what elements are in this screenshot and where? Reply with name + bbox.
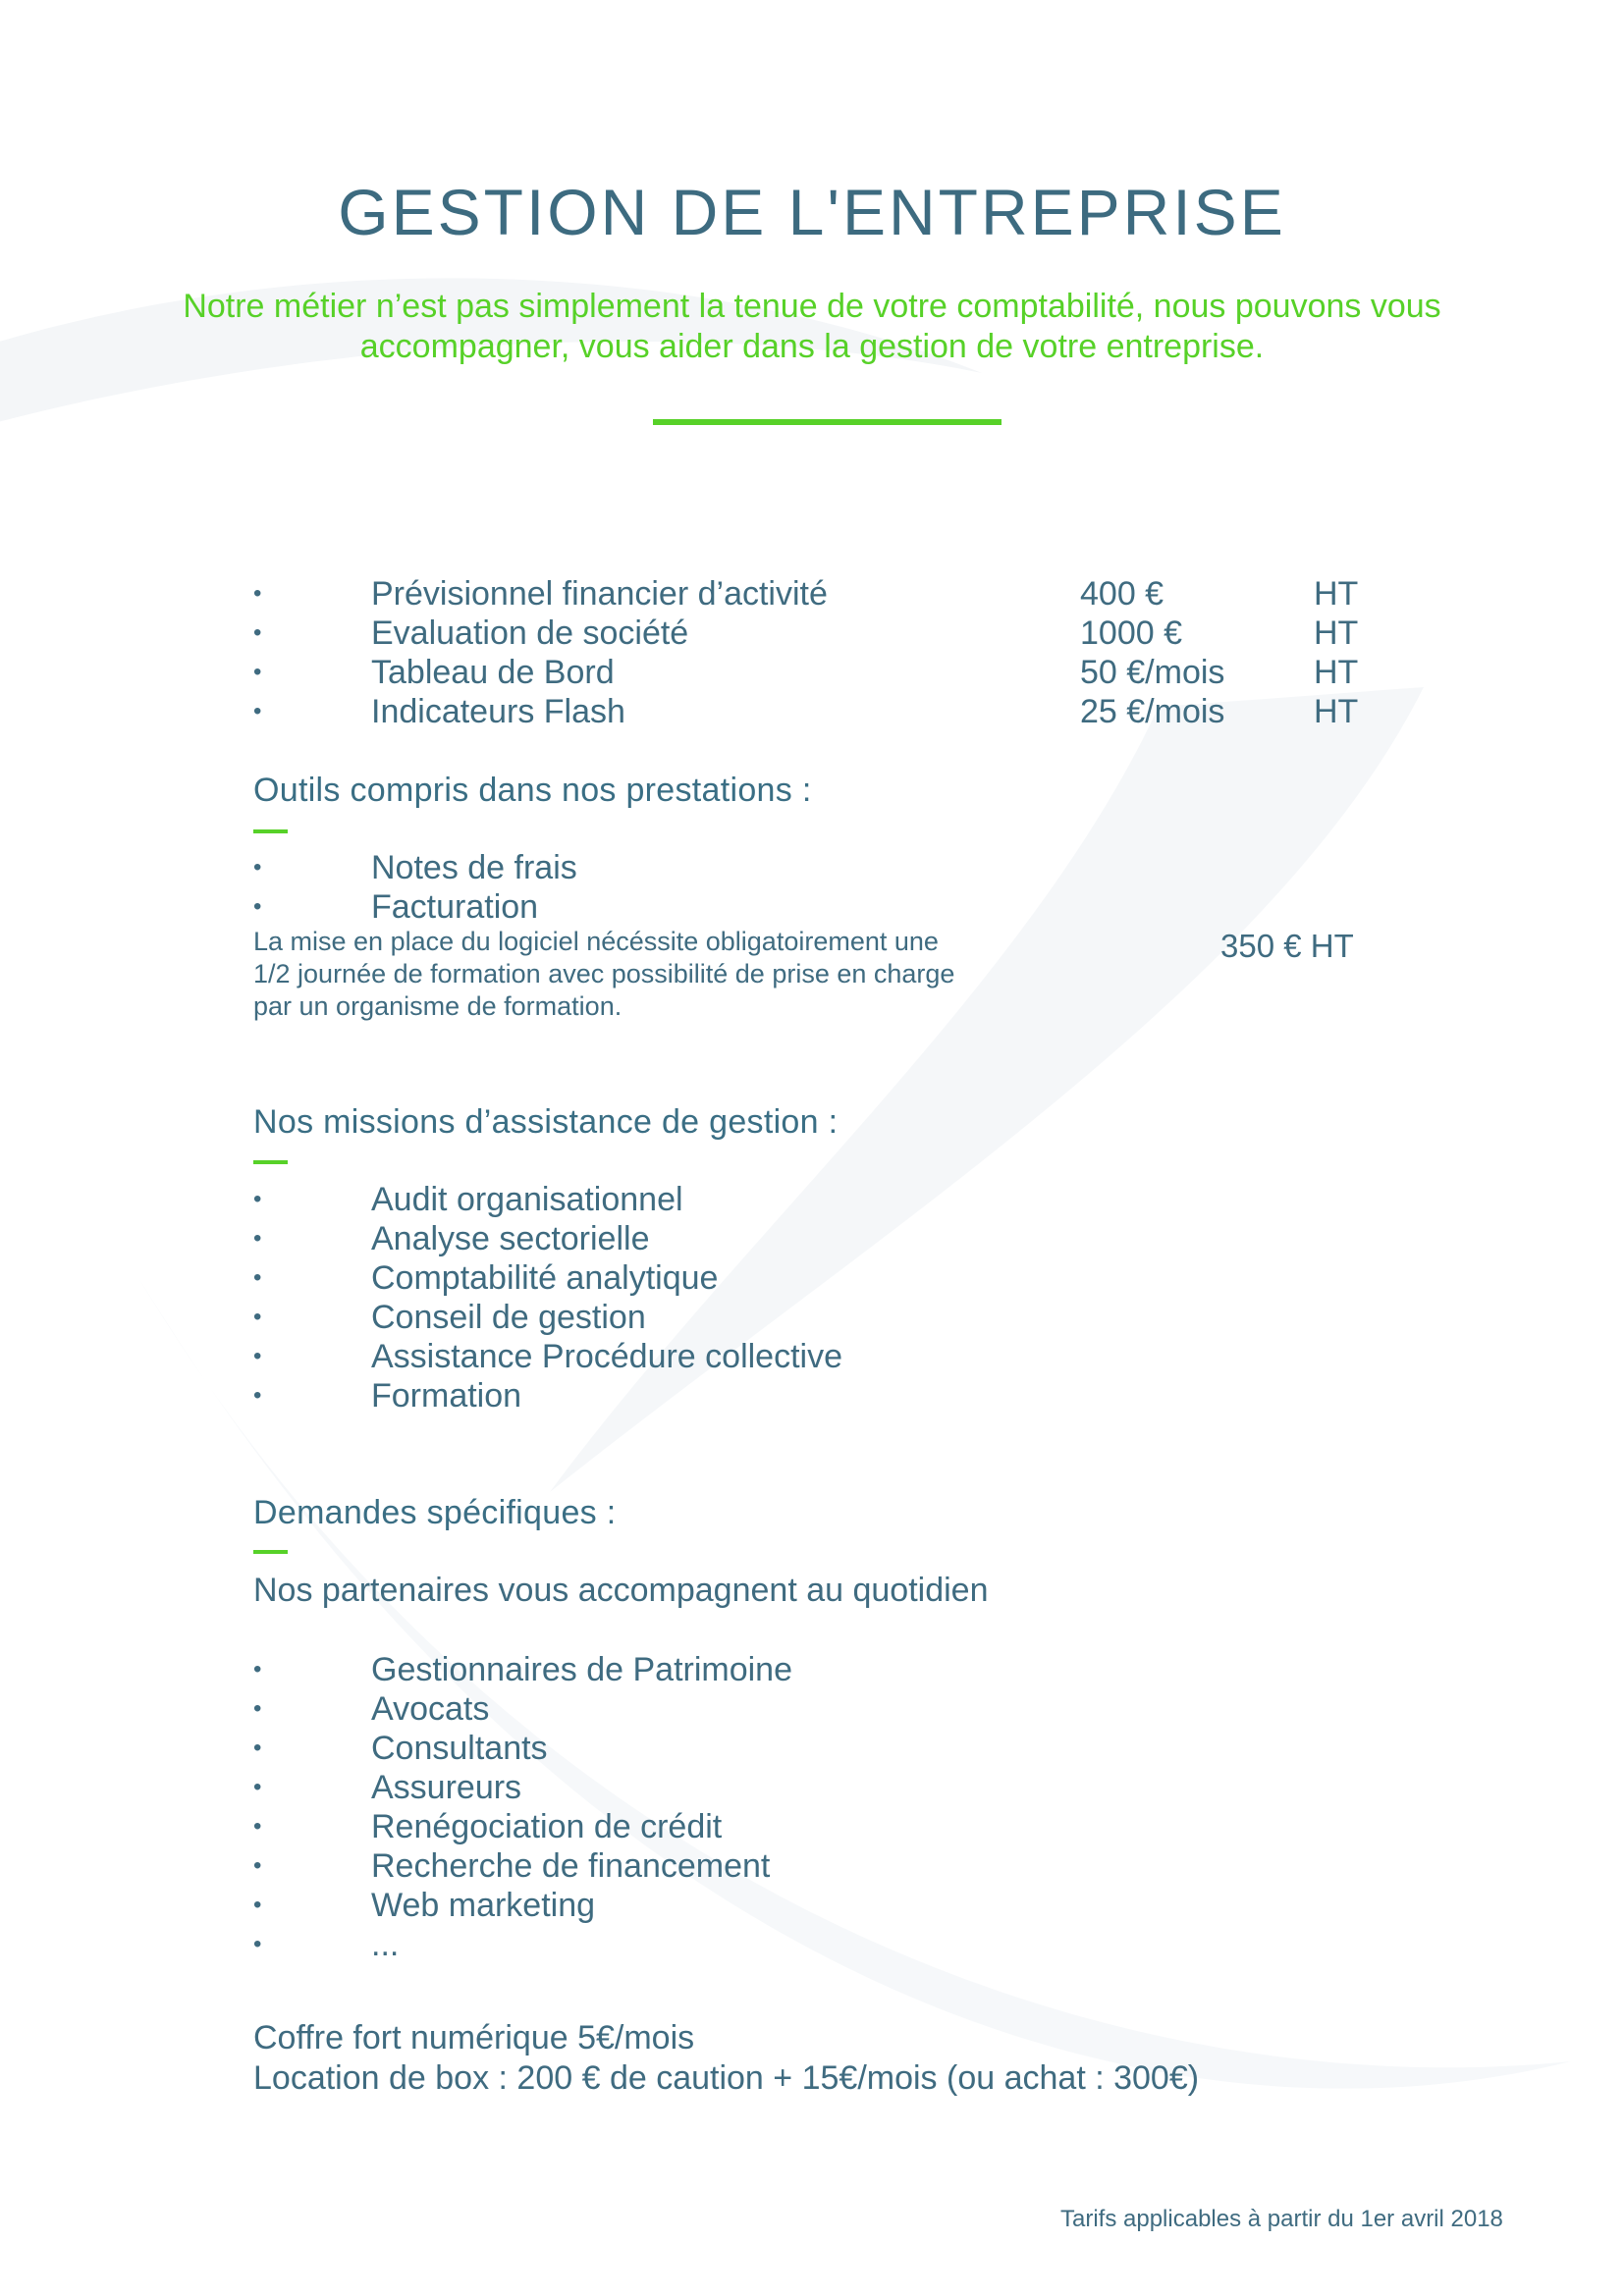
page-subtitle <box>125 287 1499 367</box>
section-dash <box>253 1160 288 1164</box>
extras-line: Coffre fort numérique 5€/mois <box>253 2019 695 2056</box>
page-title: GESTION DE L'ENTREPRISE <box>338 176 1286 248</box>
footer-note: Tarifs applicables à partir du 1er avril 2018 <box>1060 2206 1503 2232</box>
list-item-label: Gestionnaires de Patrimoine <box>371 1651 793 1688</box>
section-heading-missions: Nos missions d’assistance de gestion : <box>253 1103 839 1141</box>
service-tax: HT <box>1314 575 1359 613</box>
service-price: 400 € <box>1080 575 1164 613</box>
bullet-icon: • <box>253 1225 262 1252</box>
specific-intro: Nos partenaires vous accompagnent au quotidien <box>253 1572 989 1609</box>
list-item-label: Assistance Procédure collective <box>371 1338 843 1375</box>
service-price: 25 €/mois <box>1080 693 1225 730</box>
list-item-label: Analyse sectorielle <box>371 1220 650 1257</box>
bullet-icon: • <box>253 1304 262 1330</box>
extras-line: Location de box : 200 € de caution + 15€/mois (ou achat : 300€) <box>253 2059 1200 2097</box>
service-tax: HT <box>1314 654 1359 691</box>
service-label: Evaluation de société <box>371 614 689 652</box>
bullet-icon: • <box>253 698 262 724</box>
note-line: La mise en place du logiciel nécéssite obligatoirement une <box>253 927 939 956</box>
bullet-icon: • <box>253 1343 262 1369</box>
list-item-label: Web marketing <box>371 1887 596 1924</box>
bullet-icon: • <box>253 580 262 607</box>
section-dash <box>253 829 288 833</box>
list-item-label: Facturation <box>371 888 539 926</box>
bullet-icon: • <box>253 893 262 920</box>
tools-note-price: 350 € HT <box>1220 928 1354 964</box>
bullet-icon: • <box>253 1892 262 1918</box>
title-divider <box>653 419 1001 425</box>
list-item-label: Renégociation de crédit <box>371 1808 723 1845</box>
list-item-label: Notes de frais <box>371 849 577 886</box>
subtitle-line: Notre métier n’est pas simplement la tenue de votre comptabilité, nous pouvons vous <box>183 288 1441 325</box>
bullet-icon: • <box>253 1774 262 1800</box>
list-item-label: Formation <box>371 1377 522 1415</box>
bullet-icon: • <box>253 619 262 646</box>
list-item-label: Recherche de financement <box>371 1847 771 1885</box>
service-price: 50 €/mois <box>1080 654 1225 691</box>
list-item-label: Avocats <box>371 1690 490 1728</box>
bullet-icon: • <box>253 1735 262 1761</box>
list-item-label: Conseil de gestion <box>371 1299 646 1336</box>
list-item-label: Comptabilité analytique <box>371 1259 719 1297</box>
service-price: 1000 € <box>1080 614 1182 652</box>
bullet-icon: • <box>253 1852 262 1879</box>
section-heading-tools: Outils compris dans nos prestations : <box>253 772 812 809</box>
extras-block <box>253 2018 1199 2099</box>
bullet-icon: • <box>253 1695 262 1722</box>
note-line: par un organisme de formation. <box>253 991 623 1021</box>
bullet-icon: • <box>253 659 262 685</box>
bullet-icon: • <box>253 1186 262 1212</box>
service-tax: HT <box>1314 614 1359 652</box>
section-dash <box>253 1550 288 1554</box>
service-label: Tableau de Bord <box>371 654 615 691</box>
list-item-label: Consultants <box>371 1730 548 1767</box>
bullet-icon: • <box>253 1656 262 1682</box>
list-item-label: ... <box>371 1926 400 1963</box>
service-label: Prévisionnel financier d’activité <box>371 575 828 613</box>
service-label: Indicateurs Flash <box>371 693 625 730</box>
list-item-label: Audit organisationnel <box>371 1181 683 1218</box>
tools-note <box>253 926 1098 1023</box>
note-line: 1/2 journée de formation avec possibilité de prise en charge <box>253 959 955 988</box>
bullet-icon: • <box>253 1382 262 1409</box>
bullet-icon: • <box>253 854 262 881</box>
bullet-icon: • <box>253 1264 262 1291</box>
service-tax: HT <box>1314 693 1359 730</box>
section-heading-specific: Demandes spécifiques : <box>253 1494 617 1531</box>
subtitle-line: accompagner, vous aider dans la gestion de votre entreprise. <box>359 328 1265 365</box>
list-item-label: Assureurs <box>371 1769 522 1806</box>
bullet-icon: • <box>253 1813 262 1840</box>
bullet-icon: • <box>253 1931 262 1957</box>
